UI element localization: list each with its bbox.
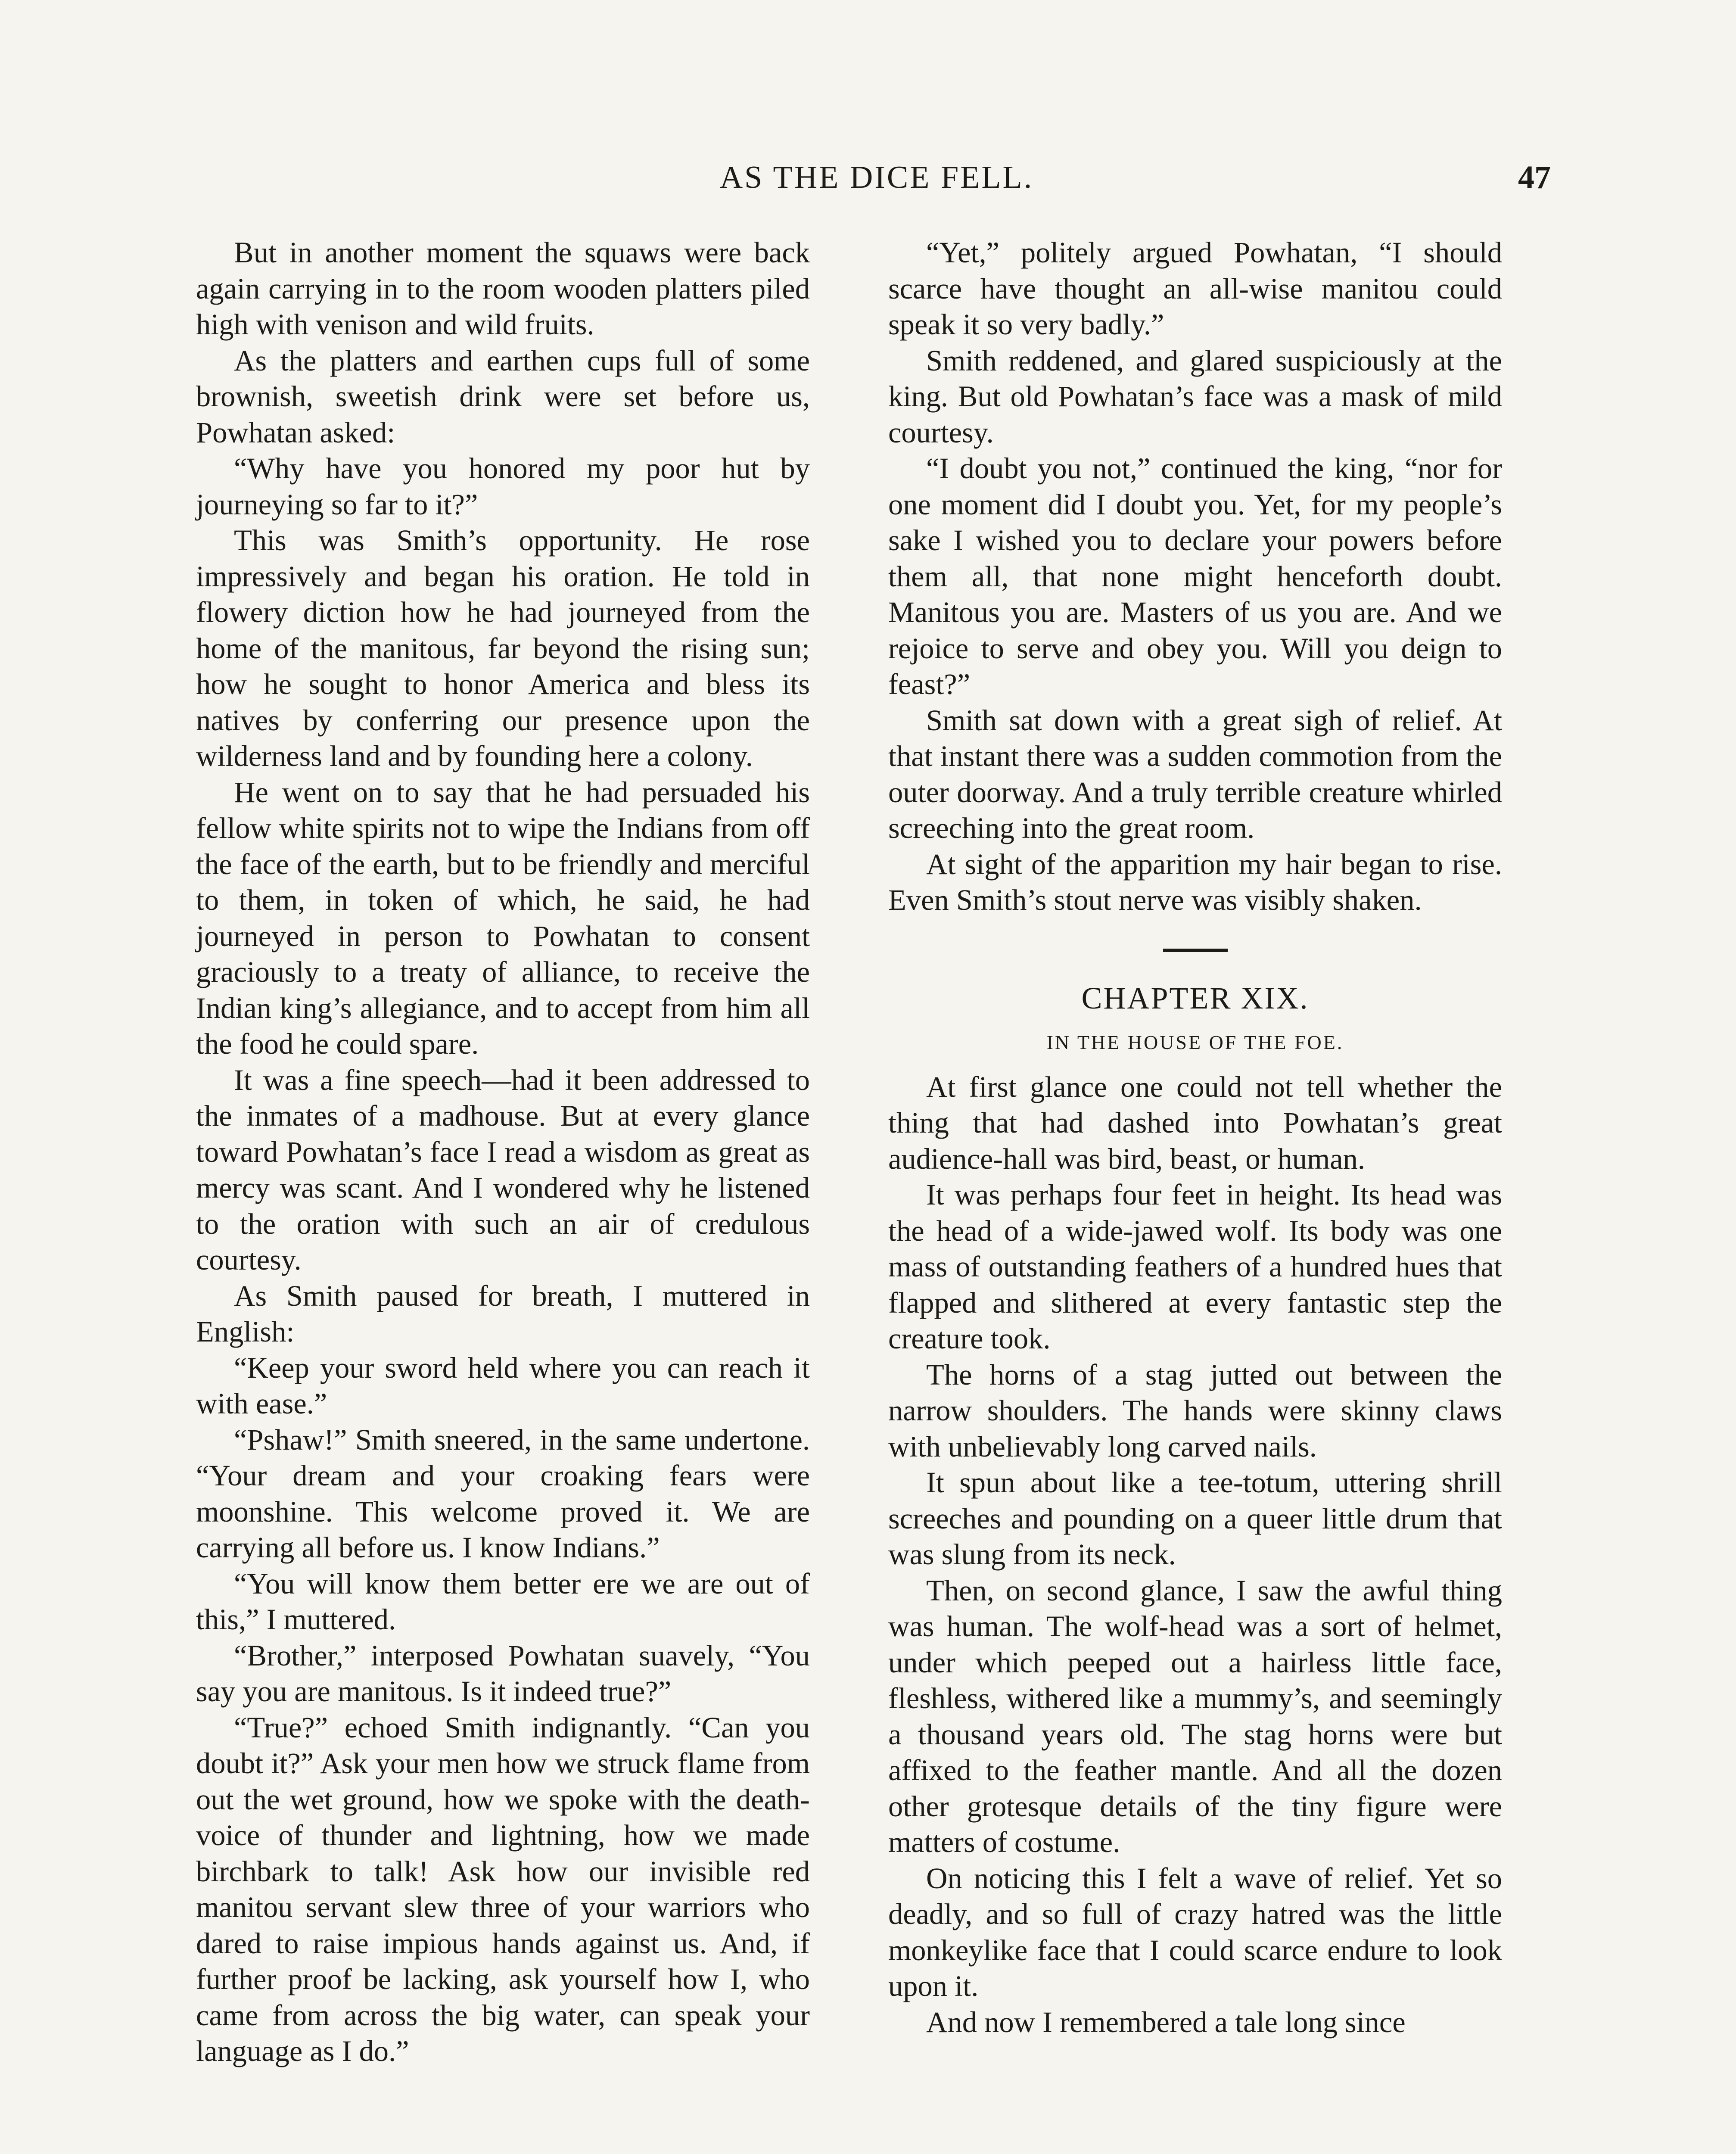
- paragraph: As Smith paused for breath, I muttered in English:: [196, 1279, 810, 1348]
- paragraph: At first glance one could not tell whether the thing that had dashed into Powhatan’s great audience-hall was bird, beast, or human.: [888, 1070, 1502, 1175]
- running-title: AS THE DICE FELL.: [719, 160, 1034, 195]
- paragraph: “Keep your sword held where you can reach it with ease.”: [196, 1351, 810, 1420]
- paragraph: It spun about like a tee-totum, uttering shrill screeches and pounding on a queer little drum that was slung from its neck.: [888, 1466, 1502, 1571]
- right-column: [888, 235, 1502, 2040]
- paragraph: “Brother,” interposed Powhatan suavely, “You say you are manitous. Is it indeed true?”: [196, 1639, 810, 1708]
- chapter-title: CHAPTER XIX.: [1081, 981, 1309, 1015]
- paragraph: “True?” echoed Smith indignantly. “Can you doubt it?” Ask your men how we struck flame from out the wet ground, how we spoke with the death-voice of thunder and lightning, how we made birchbark to talk! Ask how our invisible red manitou servant slew three of your warriors who dared to raise impious hands against us. And, if further proof be lacking, ask yourself how I, who came from across the big water, can speak your language as I do.”: [196, 1711, 810, 2067]
- paragraph: “Yet,” politely argued Powhatan, “I should scarce have thought an all-wise manitou could speak it so very badly.”: [888, 236, 1502, 341]
- section-divider: [1163, 949, 1228, 952]
- paragraph: This was Smith’s opportunity. He rose impressively and began his oration. He told in flowery diction how he had journeyed from the home of the manitous, far beyond the rising sun; how he sought to honor America and bless its natives by conferring our presence upon the wilderness land and by founding here a colony.: [196, 524, 810, 772]
- page-number: 47: [1518, 159, 1551, 196]
- paragraph: Then, on second glance, I saw the awful thing was human. The wolf-head was a sort of helmet, under which peeped out a hairless little face, fleshless, withered like a mummy’s, and seemingly a thousand years old. The stag horns were but affixed to the feather mantle. And all the dozen other grotesque details of the tiny figure were matters of costume.: [888, 1574, 1502, 1858]
- paragraph: “I doubt you not,” continued the king, “nor for one moment did I doubt you. Yet, for my people’s sake I wished you to declare your powers before them all, that none might henceforth doubt. Manitous you are. Masters of us you are. And we rejoice to serve and obey you. Will you deign to feast?”: [888, 452, 1502, 700]
- paragraph: “Pshaw!” Smith sneered, in the same undertone. “Your dream and your croaking fears were moonshine. This welcome proved it. We are carrying all before us. I know Indians.”: [196, 1423, 810, 1564]
- paragraph: It was a fine speech—had it been addressed to the inmates of a madhouse. But at every glance toward Powhatan’s face I read a wisdom as great as mercy was scant. And I wondered why he listened to the oration with such an air of credulous courtesy.: [196, 1063, 810, 1276]
- paragraph: It was perhaps four feet in height. Its head was the head of a wide-jawed wolf. Its body was one mass of outstanding feathers of a hundred hues that flapped and slithered at every fantastic step the creature took.: [888, 1178, 1502, 1355]
- paragraph: At sight of the apparition my hair began to rise. Even Smith’s stout nerve was visibly shaken.: [888, 847, 1502, 916]
- paragraph: But in another moment the squaws were back again carrying in to the room wooden platters piled high with venison and wild fruits.: [196, 236, 810, 341]
- paragraph: And now I remembered a tale long since: [926, 2005, 1406, 2039]
- paragraph: “You will know them better ere we are out of this,” I muttered.: [196, 1567, 810, 1636]
- paragraph: “Why have you honored my poor hut by journeying so far to it?”: [196, 452, 810, 521]
- paragraph: The horns of a stag jutted out between the narrow shoulders. The hands were skinny claws with unbelievably long carved nails.: [888, 1358, 1502, 1463]
- paragraph: Smith sat down with a great sigh of relief. At that instant there was a sudden commotion from the outer doorway. And a truly terrible creature whirled screeching into the great room.: [888, 703, 1502, 844]
- paragraph: He went on to say that he had persuaded his fellow white spirits not to wipe the Indians from off the face of the earth, but to be friendly and merciful to them, in token of which, he said, he had journeyed in person to Powhatan to consent graciously to a treaty of alliance, to receive the Indian king’s allegiance, and to accept from him all the food he could spare.: [196, 775, 810, 1060]
- left-column: [196, 235, 810, 2070]
- paragraph: As the platters and earthen cups full of some brownish, sweetish drink were set before us, Powhatan asked:: [196, 344, 810, 449]
- paragraph: Smith reddened, and glared suspiciously at the king. But old Powhatan’s face was a mask of mild courtesy.: [888, 344, 1502, 449]
- chapter-subtitle: IN THE HOUSE OF THE FOE.: [1046, 1031, 1344, 1053]
- paragraph: On noticing this I felt a wave of relief. Yet so deadly, and so full of crazy hatred was the little monkeylike face that I could scarce endure to look upon it.: [888, 1861, 1502, 2002]
- running-head: [202, 156, 1551, 199]
